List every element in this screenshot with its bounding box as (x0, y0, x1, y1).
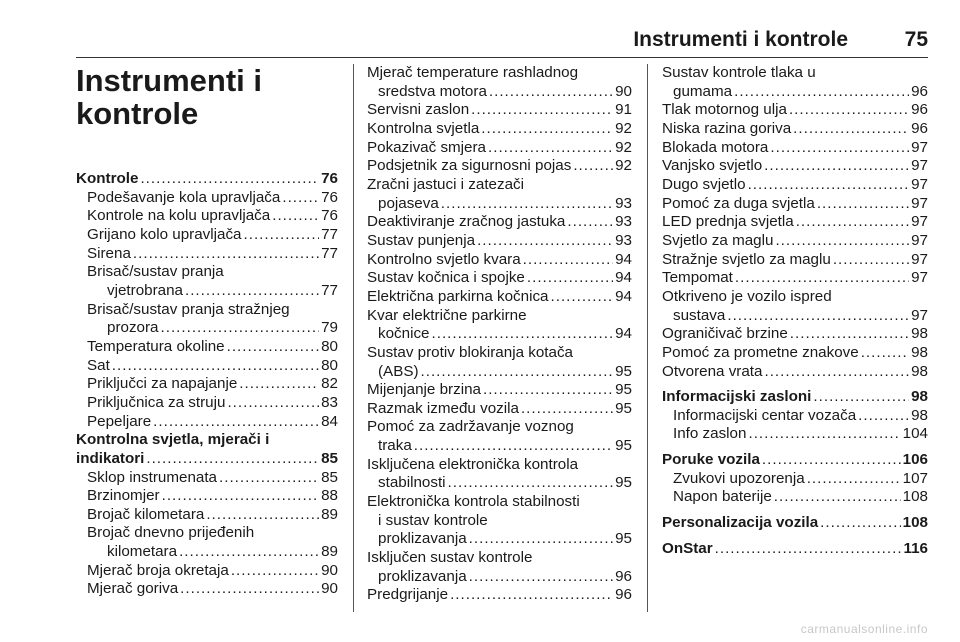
toc-entry[interactable]: Razmak između vozila ..... 95 (367, 400, 632, 419)
toc-entry[interactable]: Niska razina goriva ..... 96 (662, 120, 928, 139)
toc-entry[interactable]: LED prednja svjetla ..... 97 (662, 213, 928, 232)
toc-entry-line: Isključena elektronička kontrola (367, 455, 579, 473)
toc-entry-line: Otkriveno je vozilo ispred (662, 287, 832, 305)
chapter-title-line: kontrole (76, 96, 199, 131)
toc-entry[interactable]: (ABS) ..... 95 (367, 363, 632, 382)
page-header (76, 18, 928, 58)
toc-column-3 (662, 64, 928, 558)
toc-entry-kontrole[interactable]: Kontrole ..... 76 (76, 170, 338, 189)
toc-entry[interactable]: Blokada motora ..... 97 (662, 139, 928, 158)
toc-entry[interactable]: Napon baterije ..... 108 (662, 488, 928, 507)
toc-entry[interactable]: Zvukovi upozorenja ..... 107 (662, 470, 928, 489)
toc-entry-line: Brisač/sustav pranja stražnjeg (87, 300, 290, 318)
header-rule (76, 57, 928, 58)
spacer (662, 533, 928, 540)
spacer (662, 444, 928, 451)
toc-entry-poruke-vozila[interactable]: Poruke vozila ..... 106 (662, 451, 928, 470)
toc-entry[interactable]: Sustav kočnica i spojke ..... 94 (367, 269, 632, 288)
toc-entry[interactable]: vjetrobrana ..... 77 (76, 282, 338, 301)
watermark: carmanualsonline.info (800, 622, 928, 636)
toc-entry-indikatori[interactable]: indikatori ..... 85 (76, 450, 338, 469)
toc-entry[interactable]: Električna parkirna kočnica ..... 94 (367, 288, 632, 307)
toc-entry[interactable]: Kontrolna svjetla ..... 92 (367, 120, 632, 139)
toc-entry[interactable]: Pokazivač smjera ..... 92 (367, 139, 632, 158)
toc-entry[interactable]: Info zaslon ..... 104 (662, 425, 928, 444)
toc-entry-line: Brisač/sustav pranja (87, 263, 224, 281)
column-divider (353, 64, 354, 612)
toc-entry[interactable]: kočnice ..... 94 (367, 325, 632, 344)
toc-entry[interactable]: Mijenjanje brzina ..... 95 (367, 381, 632, 400)
toc-entry[interactable]: Brojač kilometara ..... 89 (76, 506, 338, 525)
toc-entry[interactable]: traka ..... 95 (367, 437, 632, 456)
toc-entry[interactable]: Deaktiviranje zračnog jastuka ..... 93 (367, 213, 632, 232)
toc-entry[interactable]: Podsjetnik za sigurnosni pojas ..... 92 (367, 157, 632, 176)
toc-entry[interactable]: Stražnje svjetlo za maglu ..... 97 (662, 251, 928, 270)
chapter-title (76, 64, 346, 130)
toc-entry[interactable]: Temperatura okoline ..... 80 (76, 338, 338, 357)
toc-entry-line: i sustav kontrole (378, 511, 488, 529)
toc-entry[interactable]: sredstva motora ..... 90 (367, 83, 632, 102)
toc-entry[interactable]: Priključci za napajanje ..... 82 (76, 375, 338, 394)
spacer (662, 381, 928, 388)
toc-entry[interactable]: pojaseva ..... 93 (367, 195, 632, 214)
toc-entry-line: Brojač dnevno prijeđenih (87, 524, 255, 542)
toc-column-2 (367, 64, 632, 605)
toc-entry[interactable]: proklizavanja ..... 95 (367, 530, 632, 549)
toc-entry[interactable]: Servisni zaslon ..... 91 (367, 101, 632, 120)
toc-entry-line: Elektronička kontrola stabilnosti (367, 493, 580, 511)
toc-entry[interactable]: Podešavanje kola upravljača ..... 76 (76, 189, 338, 208)
toc-entry-personalizacija-vozila[interactable]: Personalizacija vozila ..... 108 (662, 514, 928, 533)
toc-entry[interactable]: Kontrole na kolu upravljača ..... 76 (76, 207, 338, 226)
toc-entry[interactable]: Otvorena vrata ..... 98 (662, 363, 928, 382)
toc-entry[interactable]: Informacijski centar vozača ..... 98 (662, 407, 928, 426)
toc-entry[interactable]: Tlak motornog ulja ..... 96 (662, 101, 928, 120)
toc-entry-line: Isključen sustav kontrole (367, 549, 533, 567)
toc-entry-line: Zračni jastuci i zatezači (367, 175, 524, 193)
toc-entry[interactable]: Priključnica za struju ..... 83 (76, 394, 338, 413)
toc-entry[interactable]: Brzinomjer ..... 88 (76, 487, 338, 506)
toc-entry[interactable]: Ograničivač brzine ..... 98 (662, 325, 928, 344)
toc-entry[interactable]: kilometara ..... 89 (76, 543, 338, 562)
running-title: Instrumenti i kontrole (633, 28, 848, 51)
toc-entry[interactable]: Svjetlo za maglu ..... 97 (662, 232, 928, 251)
toc-entry-informacijski-zasloni[interactable]: Informacijski zasloni ..... 98 (662, 388, 928, 407)
toc-entry-onstar[interactable]: OnStar ..... 116 (662, 540, 928, 559)
toc-entry-line: Mjerač temperature rashladnog (367, 64, 579, 81)
toc-entry[interactable]: Sat ..... 80 (76, 357, 338, 376)
toc-entry-line: Sustav kontrole tlaka u (662, 64, 816, 81)
toc-entry-line: Sustav protiv blokiranja kotača (367, 343, 573, 361)
toc-entry[interactable]: sustava ..... 97 (662, 307, 928, 326)
toc-entry[interactable]: stabilnosti ..... 95 (367, 474, 632, 493)
toc-entry[interactable]: Tempomat ..... 97 (662, 269, 928, 288)
toc-entry[interactable]: Pepeljare ..... 84 (76, 413, 338, 432)
toc-entry-line: Kvar električne parkirne (367, 306, 527, 324)
toc-entry[interactable]: proklizavanja ..... 96 (367, 568, 632, 587)
toc-entry[interactable]: Mjerač broja okretaja ..... 90 (76, 562, 338, 581)
toc-entry[interactable]: prozora ..... 79 (76, 319, 338, 338)
toc-entry[interactable]: Sustav punjenja ..... 93 (367, 232, 632, 251)
toc-entry[interactable]: Pomoć za prometne znakove ..... 98 (662, 344, 928, 363)
toc-entry-line: Pomoć za zadržavanje voznog (367, 418, 574, 436)
toc-entry[interactable]: gumama ..... 96 (662, 83, 928, 102)
toc-column-1 (76, 170, 338, 599)
toc-entry-line: Kontrolna svjetla, mjerači i (76, 431, 270, 449)
column-divider (647, 64, 648, 612)
toc-entry[interactable]: Pomoć za duga svjetla ..... 97 (662, 195, 928, 214)
spacer (662, 507, 928, 514)
toc-entry[interactable]: Grijano kolo upravljača ..... 77 (76, 226, 338, 245)
toc-entry[interactable]: Mjerač goriva ..... 90 (76, 580, 338, 599)
toc-entry[interactable]: Sklop instrumenata ..... 85 (76, 469, 338, 488)
page-number: 75 (904, 28, 928, 51)
chapter-title-line: Instrumenti i (76, 63, 263, 98)
toc-entry[interactable]: Dugo svjetlo ..... 97 (662, 176, 928, 195)
toc-entry[interactable]: Predgrijanje ..... 96 (367, 586, 632, 605)
toc-entry[interactable]: Vanjsko svjetlo ..... 97 (662, 157, 928, 176)
toc-entry[interactable]: Sirena ..... 77 (76, 245, 338, 264)
toc-entry[interactable]: Kontrolno svjetlo kvara ..... 94 (367, 251, 632, 270)
